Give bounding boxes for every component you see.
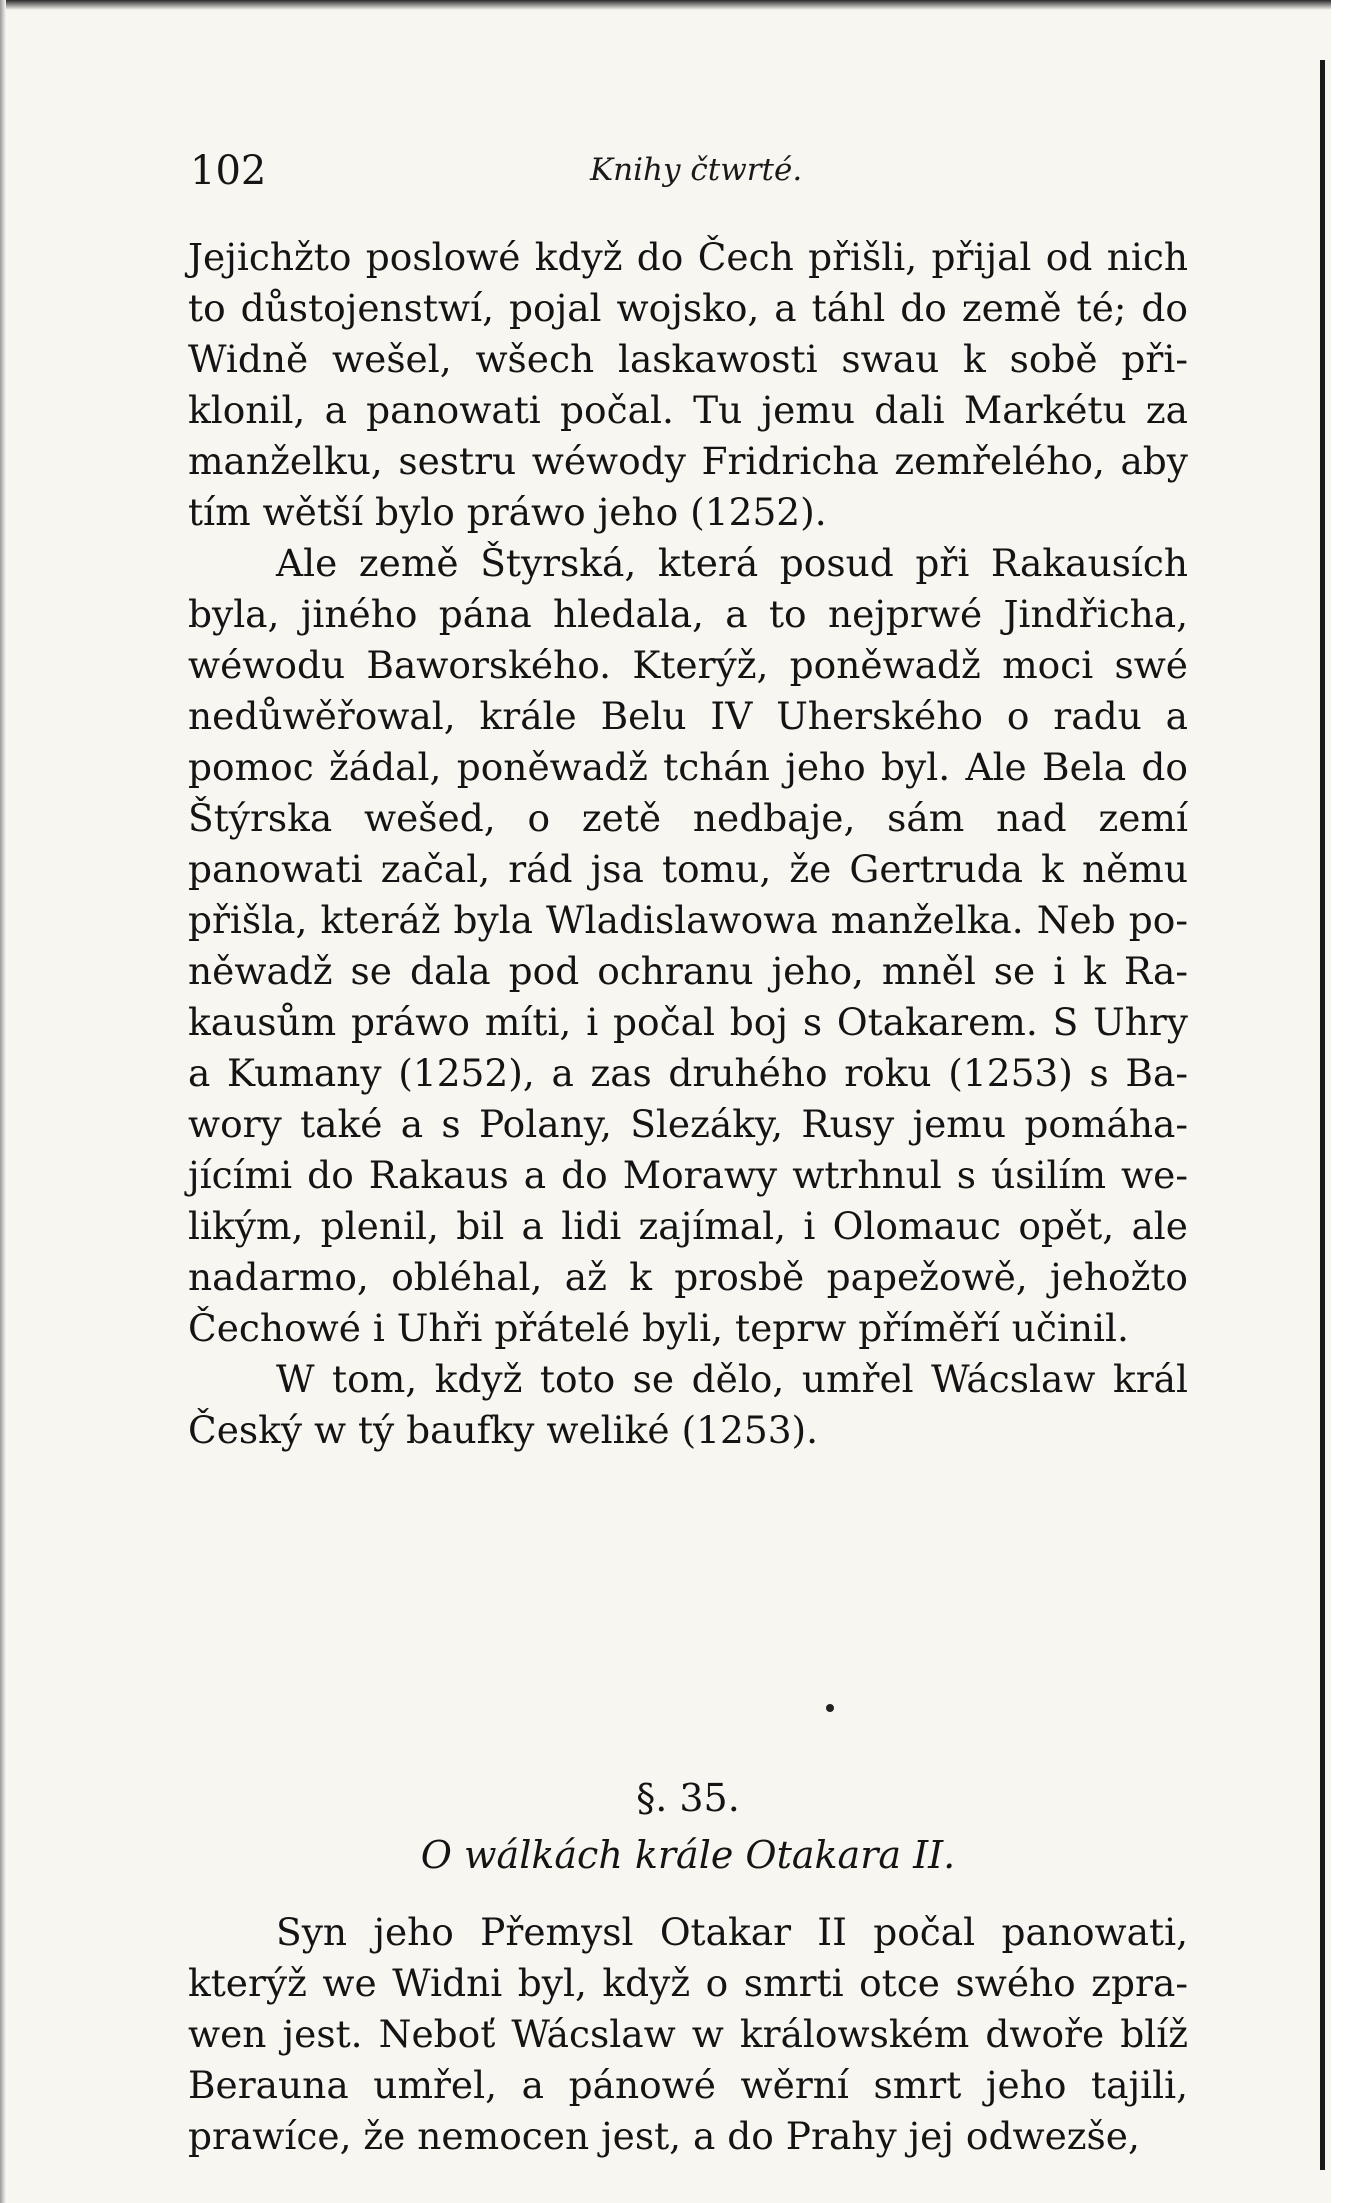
paragraph: Ale země Štyrská, která posud při Rakausích byla, jiného pána hledala, a to nejprwé Jindřicha, wéwodu Baworského. Kterýž, poněwadž moci swé nedůwěřowal, krále Belu IV Uherského o radu a pomoc žádal, poněwadž tchán jeho byl. Ale Bela do Štýrska wešed, o zetě nedbaje, sám nad zemí panowati začal, rád jsa tomu, že Gertruda k němu přišla, kteráž byla Wladislawowa manželka. Neb poněwadž se dala pod ochranu jeho, mněl se i k Rakausům práwo míti, i počal boj s Otakarem. S Uhry a Kumany (1252), a zas druhého roku (1253) s Bawory také a s Polany, Slezáky, Rusy jemu pomáhajícími do Rakaus a do Morawy wtrhnul s úsilím welikým, plenil, bil a lidi zajímal, i Olomauc opět, ale nadarmo, obléhal, až k prosbě papežowě, jehožto Čechowé i Uhři přátelé byli, teprw příměří učinil. xyxy=(188,541,1188,1350)
body-text xyxy=(188,232,1188,2158)
scan-edge-left xyxy=(0,0,6,2203)
page-header xyxy=(190,140,1180,200)
section-body xyxy=(188,1907,1188,2162)
scan-edge-right-line xyxy=(1320,60,1325,2170)
running-head: Knihy čtwrté. xyxy=(590,152,803,188)
section-title: O wálkách krále Otakara II. xyxy=(420,1833,956,1877)
section-number: §. 35. xyxy=(636,1776,740,1820)
scan-edge-top xyxy=(0,0,1359,10)
paragraph: Jejichžto poslowé když do Čech přišli, přijal od nich to důstojenstwí, pojal wojsko, a táhl do země té; do Widně wešel, wšech laskawosti swau k sobě přiklonil, a panowati počal. Tu jemu dali Markétu za manželku, sestru wéwody Fridricha zemřelého, aby tím wětší bylo práwo jeho (1252). xyxy=(188,235,1188,534)
page-number: 102 xyxy=(190,148,267,194)
paragraph: W tom, když toto se dělo, umřel Wácslaw král Český w tý baufky weliké (1253). xyxy=(188,1357,1188,1452)
paragraph: Syn jeho Přemysl Otakar II počal panowati, kterýž we Widni byl, když o smrti otce swého zprawen jest. Neboť Wácslaw w králowském dwoře blíž Berauna umřel, a pánowé wěrní smrt jeho tajili, prawíce, že nemocen jest, a do Prahy jej odwezše, xyxy=(188,1910,1188,2158)
ink-dot xyxy=(826,1704,834,1712)
scan-edge-right xyxy=(1331,0,1359,2203)
